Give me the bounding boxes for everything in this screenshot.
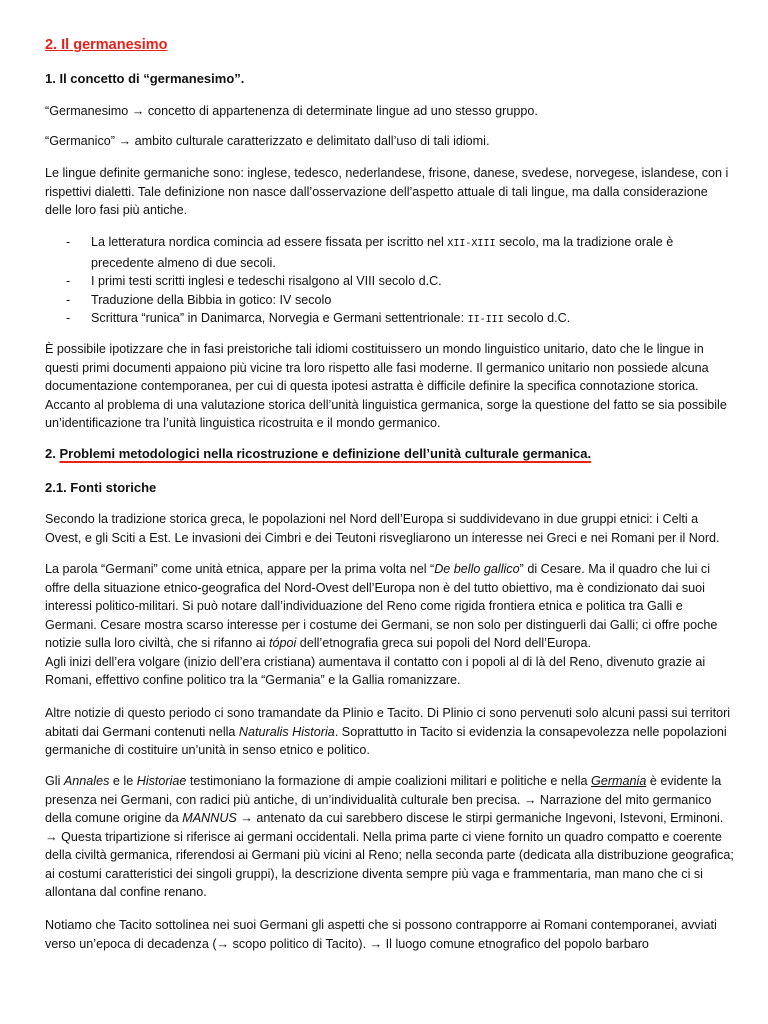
facts-list [66, 233, 736, 330]
languages-paragraph: Le lingue definite germaniche sono: inglese, tedesco, nederlandese, frisone, danese, svedese, norvegese, islandese, con i rispettivi dialetti. Tale definizione non nasce dall’osservazione dell’aspetto attuale di tali lingue, ma dalla considerazione delle loro fasi più antiche. [45, 166, 729, 217]
section-2-heading: 2. Problemi metodologici nella ricostruzione e definizione dell’unità culturale germanica. [45, 446, 592, 461]
list-item: - La letteratura nordica comincia ad essere fissata per iscritto nel XII-XIII secolo, ma la tradizione orale è precedente almeno di due secoli. [66, 233, 736, 272]
list-item: - Traduzione della Bibbia in gotico: IV secolo [66, 291, 736, 310]
document-title: 2. Il germanesimo [45, 37, 168, 53]
list-item: - I primi testi scritti inglesi e tedeschi risalgono al VIII secolo d.C. [66, 272, 736, 291]
plinio-tacito-paragraph: Altre notizie di questo periodo ci sono tramandate da Plinio e Tacito. Di Plinio ci sono pervenuti solo alcuni passi sui territori abitati dai Germani contenuti nella Naturalis Historia. Soprattutto in Tacito si evidenzia la consapevolezza nelle popolazioni germaniche di costituire un’unità in senso etnico e politico. [45, 706, 731, 757]
list-item: - Scrittura “runica” in Danimarca, Norvegia e Germani settentrionale: II-III secolo d.C. [66, 309, 736, 330]
section-1-heading: 1. Il concetto di “germanesimo”. [45, 71, 245, 86]
subsection-heading: 2.1. Fonti storiche [45, 480, 157, 495]
cesare-paragraph: La parola “Germani” come unità etnica, appare per la prima volta nel “De bello gallico” di Cesare. Ma il quadro che lui ci offre della situazione etnico-geografica del Nord-Ovest dell’Europa non è del tutto obiettivo, ma è condizionato dai suoi interessi politico-militari. Si può notare dall’individuazione del Reno come rigida frontiera etnica e politica tra Galli e Germani. Cesare mostra scarso interesse per i costume dei Germani, se non solo per distinguerli dai Galli; ci offre poche notizie sulla loro civiltà, che si rifanno ai tópoi dell’etnografia greca sui popoli del Nord dell’Europa. Agli inizi dell’era volgare (inizio dell’era cristiana) aumentava il contatto con i popoli al di là del Reno, divenuto grazie ai Romani, effettivo confine politico tra la “Germania” e la Gallia romanizzare. [45, 562, 718, 687]
annales-paragraph: Gli Annales e le Historiae testimoniano la formazione di ampie coalizioni militari e politiche e nella Germania è evidente la presenza nei Germani, con radici più antiche, di un’individualità culturale ben precisa. → Narrazione del mito germanico della comune origine da MANNUS → antenato da cui sarebbero discese le stirpi germaniche Ingevoni, Istevoni, Erminoni. → Questa tripartizione si riferisce ai germani occidentali. Nella prima parte ci viene fornito un quadro compatto e coerente della civiltà germanica, riferendosi ai Germani più vicini al Reno; nella seconda parte (dedicata alla distribuzione geografica; ai costumi caratteristici dei singoli gruppi), la descrizione diventa sempre più vaga e frammentaria, man mano che ci si allontana dal confine renano. [45, 774, 734, 899]
definition-germanesimo: “Germanesimo → concetto di appartenenza di determinate lingue ad uno stesso gruppo. [45, 104, 538, 118]
definition-germanico: “Germanico” → ambito culturale caratterizzato e delimitato dall’uso di tali idiomi. [45, 134, 490, 148]
unity-paragraph: È possibile ipotizzare che in fasi preistoriche tali idiomi costituissero un mondo linguistico unitario, dato che le lingue in questi primi documenti appaiono più vicine tra loro rispetto alle fasi moderne. Il germanico unitario non possiede alcuna documentazione contemporanea, per cui di questa ipotesi astratta è difficile definire la specifica connotazione storica. Accanto al problema di una valutazione storica dell’unità linguistica germanica, sorge la questione del fatto se sia possibile un’identificazione tra l’unità linguistica ricostruita e il mondo germanico. [45, 342, 727, 430]
tacito-paragraph: Notiamo che Tacito sottolinea nei suoi Germani gli aspetti che si possono contrapporre ai Romani contemporanei, avviati verso un’epoca di decadenza (→ scopo politico di Tacito). → Il luogo comune etnografico del popolo barbaro [45, 918, 717, 951]
greek-tradition-paragraph: Secondo la tradizione storica greca, le popolazioni nel Nord dell’Europa si suddividevano in due gruppi etnici: i Celti a Ovest, e gli Sciti a Est. Le invasioni dei Cimbri e dei Teutoni risvegliarono un interesse nei Greci e nei Romani per il Nord. [45, 512, 720, 545]
